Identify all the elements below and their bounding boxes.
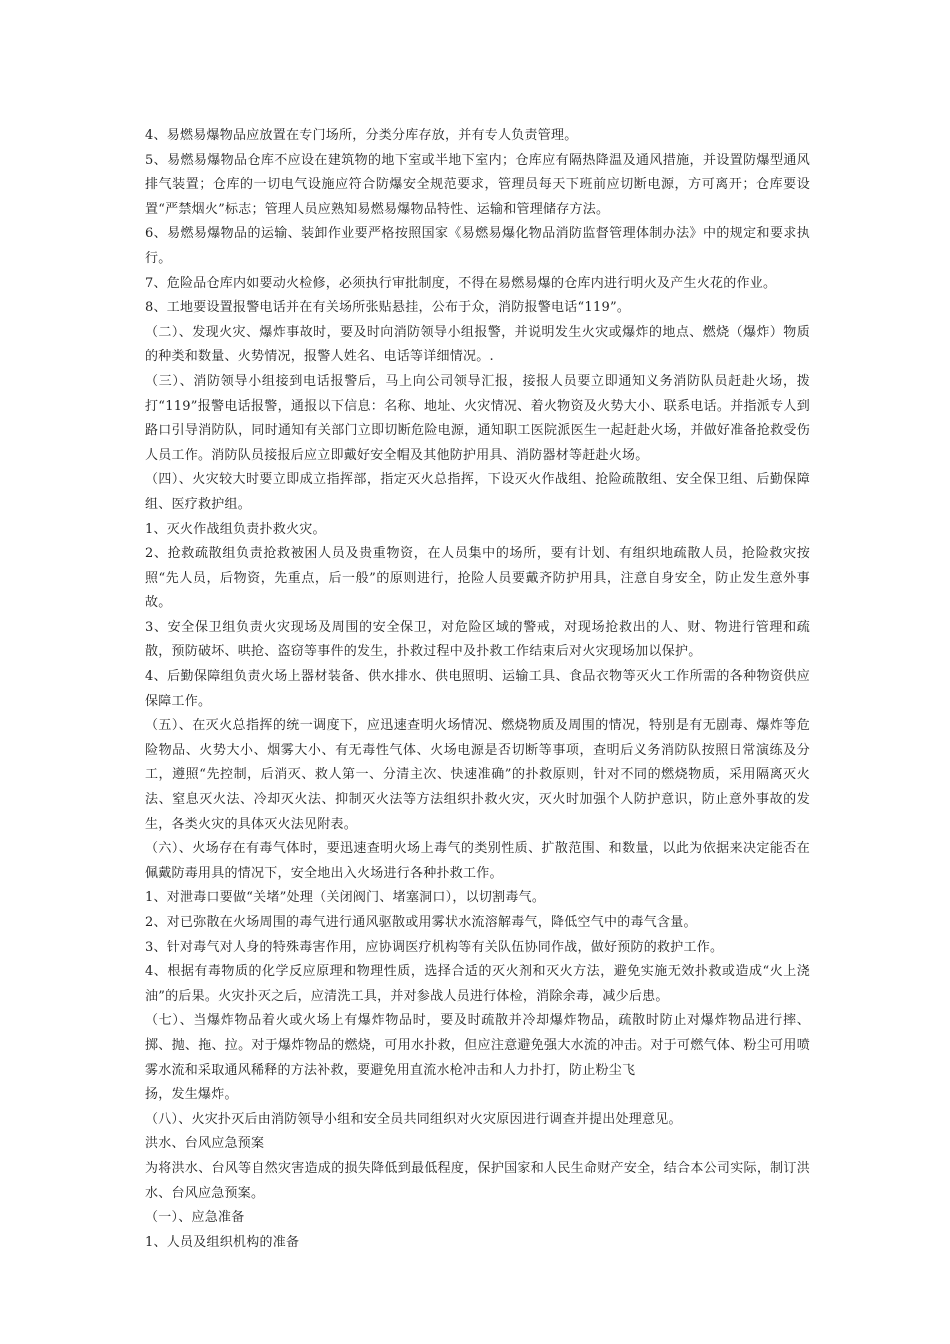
paragraph-security-team: 3、安全保卫组负责火灾现场及周围的安全保卫，对危险区域的警戒，对现场抢救出的人、财、物进行管理和疏散，预防破坏、哄抢、盗窃等事件的发生，扑救过程中及扑救工作结束后对火灾现场加以保护。 bbox=[145, 619, 810, 660]
heading-emergency-preparation: （一）、应急准备 bbox=[145, 1210, 245, 1226]
paragraph-toxic-step-1: 1、对泄毒口要做“关堵”处理（关闭阀门、堵塞洞口），以切割毒气。 bbox=[145, 890, 546, 906]
paragraph-section-6-toxic-gas: （六）、火场存在有毒气体时，要迅速查明火场上毒气的类别性质、扩散范围、和数量，以此为依据来决定能否在佩戴防毒用具的情况下，安全地出入火场进行各种扑救工作。 bbox=[145, 841, 810, 881]
paragraph-firefighting-team: 1、灭火作战组负责扑救火灾。 bbox=[145, 521, 326, 537]
paragraph-section-7-continuation: 扬，发生爆炸。 bbox=[145, 1087, 238, 1103]
document-page bbox=[145, 124, 810, 1255]
paragraph-toxic-step-2: 2、对已弥散在火场周围的毒气进行通风驱散或用雾状水流溶解毒气，降低空气中的毒气含量。 bbox=[145, 915, 697, 930]
paragraph-item-8-alarm-phone: 8、工地要设置报警电话并在有关场所张贴悬挂，公布于众，消防报警电话“119”。 bbox=[145, 300, 631, 316]
heading-personnel-organization: 1、人员及组织机构的准备 bbox=[145, 1234, 300, 1250]
paragraph-section-4-command: （四）、火灾较大时要立即成立指挥部，指定灭火总指挥，下设灭火作战组、抢险疏散组、安全保卫组、后勤保障组、医疗救护组。 bbox=[145, 472, 810, 512]
paragraph-section-3-response: （三）、消防领导小组接到电话报警后，马上向公司领导汇报，接报人员要立即通知义务消防队员赶赴火场，拨打“119”报警电话报警，通报以下信息：名称、地址、火灾情况、着火物资及火势大小、联系电话。并指派专人到路口引导消防队，同时通知有关部门立即切断危险电源，通知职工医院派医生一起赶赴火场，并做好准备抢救受伤人员工作。消防队员接报后应立即戴好安全帽及其他防护用具、消防器材等赶赴火场。 bbox=[145, 373, 810, 463]
paragraph-toxic-step-4: 4、根据有毒物质的化学反应原理和物理性质，选择合适的灭火剂和灭火方法，避免实施无效扑救或造成“火上浇油”的后果。火灾扑灭之后，应清洗工具，并对参战人员进行体检，消除余毒，减少后患。 bbox=[145, 964, 810, 1004]
paragraph-item-6-transport: 6、易燃易爆物品的运输、装卸作业要严格按照国家《易燃易爆化物品消防监督管理体制办法》中的规定和要求执行。 bbox=[145, 226, 810, 266]
paragraph-evacuation-team: 2、抢救疏散组负责抢救被困人员及贵重物资，在人员集中的场所，要有计划、有组织地疏散人员，抢险救灾按照“先人员，后物资，先重点，后一般”的原则进行，抢险人员要戴齐防护用具，注意自身安全，防止发生意外事故。 bbox=[145, 546, 810, 611]
paragraph-item-4-storage: 4、易燃易爆物品应放置在专门场所，分类分库存放，并有专人负责管理。 bbox=[145, 128, 578, 143]
paragraph-section-8-investigation: （八）、火灾扑灭后由消防领导小组和安全员共同组织对火灾原因进行调查并提出处理意见。 bbox=[145, 1111, 682, 1127]
paragraph-section-5-extinguish: （五）、在灭火总指挥的统一调度下，应迅速查明火场情况、燃烧物质及周围的情况，特别是有无剧毒、爆炸等危险物品、火势大小、烟雾大小、有无毒性气体、火场电源是否切断等事项，查明后义务消防队按照日常演练及分工，遵照“先控制，后消灭、救人第一、分清主次、快速准确”的扑救原则，针对不同的燃烧物质，采用隔离灭火法、窒息灭火法、冷却灭火法、抑制灭火法等方法组织扑救火灾，灭火时加强个人防护意识，防止意外事故的发生，各类火灾的具体灭火法见附表。 bbox=[145, 718, 810, 832]
paragraph-item-5-warehouse: 5、易燃易爆物品仓库不应设在建筑物的地下室或半地下室内；仓库应有隔热降温及通风措施，并设置防爆型通风排气装置；仓库的一切电气设施应符合防爆安全规范要求，管理员每天下班前应切断电源，方可离开；仓库要设置“严禁烟火”标志；管理人员应熟知易燃易爆物品特性、运输和管理储存方法。 bbox=[145, 152, 810, 217]
paragraph-toxic-step-3: 3、针对毒气对人身的特殊毒害作用，应协调医疗机构等有关队伍协同作战，做好预防的救护工作。 bbox=[145, 939, 724, 955]
paragraph-item-7-hot-work: 7、危险品仓库内如要动火检修，必须执行审批制度，不得在易燃易爆的仓库内进行明火及产生火花的作业。 bbox=[145, 275, 777, 291]
paragraph-section-2-report: （二）、发现火灾、爆炸事故时，要及时向消防领导小组报警，并说明发生火灾或爆炸的地点、燃烧（爆炸）物质的种类和数量、火势情况，报警人姓名、电话等详细情况。. bbox=[145, 324, 810, 365]
heading-flood-typhoon-plan: 洪水、台风应急预案 bbox=[145, 1136, 265, 1152]
paragraph-section-7-explosives: （七）、当爆炸物品着火或火场上有爆炸物品时，要及时疏散并冷却爆炸物品，疏散时防止对爆炸物品进行摔、掷、抛、拖、拉。对于爆炸物品的燃烧，可用水扑救，但应注意避免强大水流的冲击。对于可燃气体、粉尘可用喷雾水流和采取通风稀释的方法补救，要避免用直流水枪冲击和人力扑打，防止粉尘飞 bbox=[145, 1013, 810, 1078]
paragraph-logistics-team: 4、后勤保障组负责火场上器材装备、供水排水、供电照明、运输工具、食品衣物等灭火工作所需的各种物资供应保障工作。 bbox=[145, 669, 810, 709]
paragraph-flood-typhoon-intro: 为将洪水、台风等自然灾害造成的损失降低到最低程度，保护国家和人民生命财产安全，结合本公司实际，制订洪水、台风应急预案。 bbox=[145, 1160, 810, 1201]
